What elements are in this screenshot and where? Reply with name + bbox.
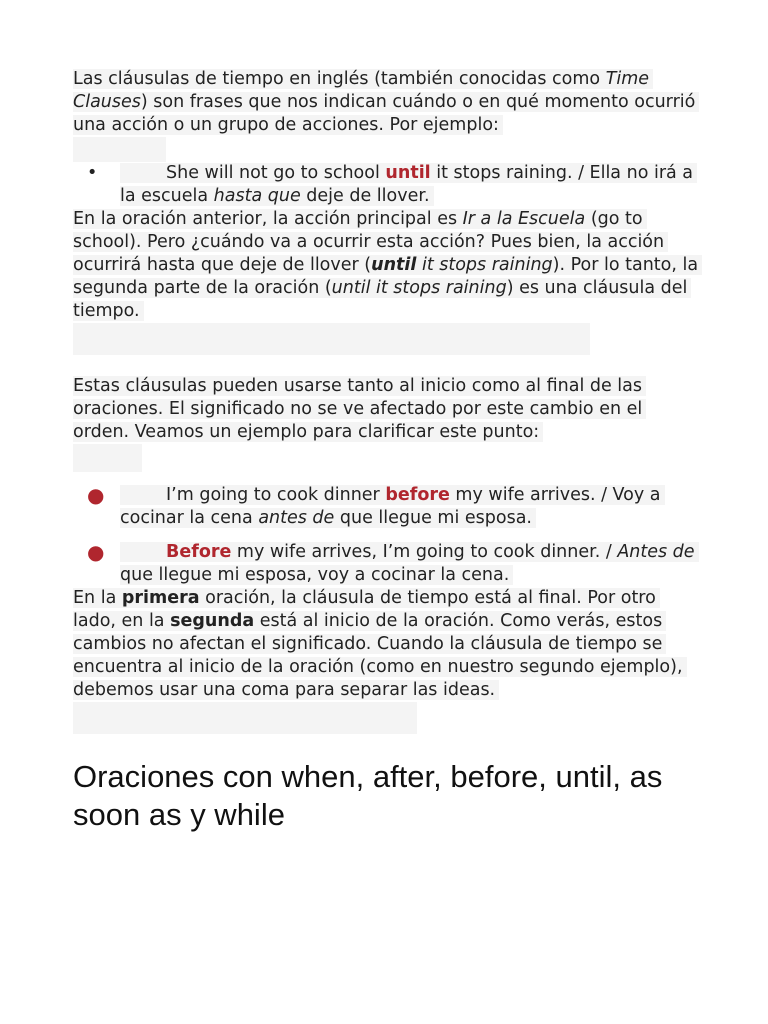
bullet-icon: ●	[87, 483, 105, 507]
time-clauses-term: Time Clauses	[73, 69, 650, 112]
list-item: • She will not go to school until it stops raining. / Ella no irá a la escuela hasta que deje de llover.	[73, 162, 703, 208]
blank-line	[73, 323, 590, 355]
list-item: ● I’m going to cook dinner before my wife arrives. / Voy a cocinar la cena antes de que llegue mi esposa.	[73, 484, 703, 530]
keyword-until: until	[385, 163, 431, 183]
explanation-paragraph-3: En la primera oración, la cláusula de tiempo está al final. Por otro lado, en la segunda está al inicio de la oración. Como verás, estos cambios no afectan el significado. Cuando la cláusula de tiempo se encuentra al inicio de la oración (como en nuestro segundo ejemplo), debemos usar una coma para separar las ideas.	[73, 587, 703, 702]
example-list-2	[73, 484, 703, 587]
blank-line	[73, 137, 166, 162]
blank-line	[73, 702, 417, 734]
intro-paragraph: Las cláusulas de tiempo en inglés (también conocidas como Time Clauses) son frases que nos indican cuándo o en qué momento ocurrió una acción o un grupo de acciones. Por ejemplo:	[73, 68, 703, 137]
document-page	[73, 68, 703, 834]
bullet-icon: ●	[87, 540, 105, 564]
explanation-paragraph-1: En la oración anterior, la acción principal es Ir a la Escuela (go to school). Pero ¿cuándo va a ocurrir esta acción? Pues bien, la acción ocurrirá hasta que deje de llover (until it stops raining). Por lo tanto, la segunda parte de la oración (until it stops raining) es una cláusula del tiempo.	[73, 208, 703, 323]
keyword-before: Before	[166, 542, 232, 562]
blank-line	[73, 444, 142, 472]
explanation-paragraph-2: Estas cláusulas pueden usarse tanto al inicio como al final de las oraciones. El significado no se ve afectado por este cambio en el orden. Veamos un ejemplo para clarificar este punto:	[73, 375, 703, 444]
list-item: ● Before my wife arrives, I’m going to cook dinner. / Antes de que llegue mi esposa, voy a cocinar la cena.	[73, 541, 703, 587]
section-heading: Oraciones con when, after, before, until, as soon as y while	[73, 759, 663, 832]
example-list-1	[73, 162, 703, 208]
bullet-icon: •	[87, 163, 98, 183]
keyword-before: before	[385, 485, 450, 505]
